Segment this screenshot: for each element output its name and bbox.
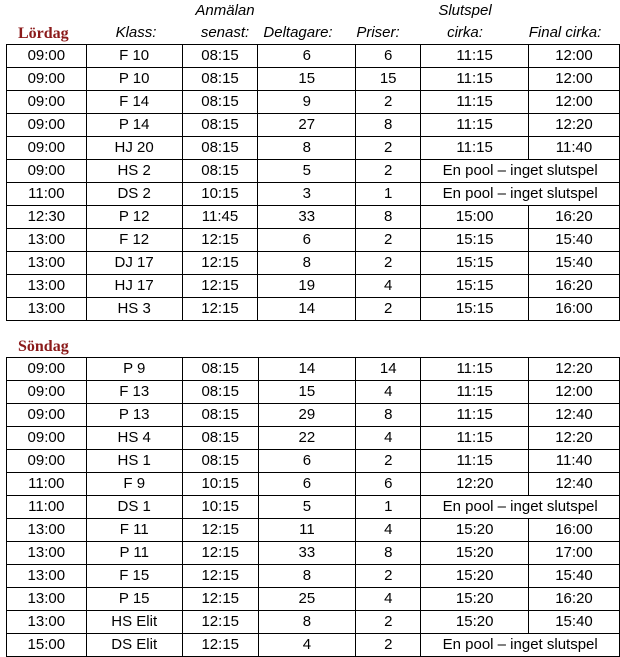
registration-cell: 12:15	[182, 252, 258, 275]
start-time-cell: 09:00	[7, 114, 87, 137]
header-anmalan-line2: senast:	[200, 24, 250, 41]
participants-cell: 4	[258, 634, 355, 657]
table-row	[7, 275, 620, 298]
table-row	[7, 542, 620, 565]
final-cell: 12:00	[528, 68, 619, 91]
class-cell: HS 2	[86, 160, 182, 183]
registration-cell: 08:15	[182, 381, 258, 404]
start-time-cell: 09:00	[7, 91, 87, 114]
table-row	[7, 404, 620, 427]
table-row	[7, 114, 620, 137]
registration-cell: 10:15	[182, 496, 258, 519]
final-cell: 12:20	[528, 358, 619, 381]
playoff-cell: 15:15	[421, 298, 529, 321]
registration-cell: 08:15	[182, 137, 258, 160]
final-cell: 12:40	[528, 404, 619, 427]
table-row	[7, 252, 620, 275]
start-time-cell: 13:00	[7, 519, 87, 542]
registration-cell: 08:15	[182, 91, 258, 114]
class-cell: F 10	[86, 45, 182, 68]
class-cell: DS Elit	[86, 634, 182, 657]
participants-cell: 19	[258, 275, 356, 298]
playoff-cell: 15:15	[421, 275, 529, 298]
participants-cell: 22	[258, 427, 355, 450]
class-cell: P 10	[86, 68, 182, 91]
prizes-cell: 1	[356, 183, 421, 206]
participants-cell: 8	[258, 252, 356, 275]
class-cell: HJ 17	[86, 275, 182, 298]
participants-cell: 14	[258, 298, 356, 321]
final-cell: 15:40	[528, 611, 619, 634]
participants-cell: 11	[258, 519, 355, 542]
playoff-cell: 11:15	[421, 114, 529, 137]
playoff-cell: 15:20	[421, 542, 529, 565]
prizes-cell: 4	[356, 275, 421, 298]
class-cell: P 12	[86, 206, 182, 229]
class-cell: HS 4	[86, 427, 182, 450]
table-row	[7, 68, 620, 91]
start-time-cell: 12:30	[7, 206, 87, 229]
prizes-cell: 8	[356, 404, 421, 427]
registration-cell: 12:15	[182, 611, 258, 634]
registration-cell: 08:15	[182, 404, 258, 427]
participants-cell: 29	[258, 404, 355, 427]
table-row	[7, 565, 620, 588]
registration-cell: 08:15	[182, 114, 258, 137]
header-final: Final cirka:	[528, 24, 602, 41]
start-time-cell: 09:00	[7, 450, 87, 473]
start-time-cell: 11:00	[7, 473, 87, 496]
prizes-cell: 2	[356, 565, 421, 588]
registration-cell: 12:15	[182, 542, 258, 565]
registration-cell: 08:15	[182, 358, 258, 381]
table-row	[7, 91, 620, 114]
table-row	[7, 358, 620, 381]
table-row	[7, 381, 620, 404]
registration-cell: 12:15	[182, 565, 258, 588]
class-cell: F 14	[86, 91, 182, 114]
registration-cell: 10:15	[182, 473, 258, 496]
prizes-cell: 2	[356, 252, 421, 275]
playoff-cell: 15:15	[421, 229, 529, 252]
day-title-saturday: Lördag	[18, 25, 69, 42]
class-cell: HS Elit	[86, 611, 182, 634]
class-cell: F 11	[86, 519, 182, 542]
start-time-cell: 09:00	[7, 427, 87, 450]
start-time-cell: 13:00	[7, 611, 87, 634]
participants-cell: 3	[258, 183, 356, 206]
prizes-cell: 2	[356, 229, 421, 252]
start-time-cell: 09:00	[7, 358, 87, 381]
participants-cell: 14	[258, 358, 355, 381]
playoff-cell: 11:15	[421, 404, 529, 427]
prizes-cell: 2	[356, 160, 421, 183]
final-cell: 12:00	[528, 91, 619, 114]
start-time-cell: 13:00	[7, 229, 87, 252]
participants-cell: 27	[258, 114, 356, 137]
registration-cell: 12:15	[182, 588, 258, 611]
participants-cell: 6	[258, 473, 355, 496]
prizes-cell: 6	[356, 45, 421, 68]
prizes-cell: 6	[356, 473, 421, 496]
registration-cell: 12:15	[182, 519, 258, 542]
participants-cell: 8	[258, 565, 355, 588]
participants-cell: 33	[258, 542, 355, 565]
header-klass: Klass:	[115, 24, 157, 41]
playoff-cell: 11:15	[421, 450, 529, 473]
prizes-cell: 15	[356, 68, 421, 91]
participants-cell: 6	[258, 45, 356, 68]
table-row	[7, 427, 620, 450]
prizes-cell: 2	[356, 450, 421, 473]
prizes-cell: 2	[356, 634, 421, 657]
registration-cell: 11:45	[182, 206, 258, 229]
table-row	[7, 611, 620, 634]
final-cell: 16:20	[528, 206, 619, 229]
prizes-cell: 8	[356, 206, 421, 229]
final-cell: 12:00	[528, 381, 619, 404]
class-cell: P 15	[86, 588, 182, 611]
final-cell: 12:20	[528, 114, 619, 137]
class-cell: DS 1	[86, 496, 182, 519]
playoff-cell: 11:15	[421, 68, 529, 91]
no-playoff-note-cell: En pool – inget slutspel	[421, 160, 620, 183]
final-cell: 12:40	[528, 473, 619, 496]
table-row	[7, 634, 620, 657]
class-cell: P 9	[86, 358, 182, 381]
day-title-sunday: Söndag	[18, 338, 69, 355]
header-slutspel-line2: cirka:	[447, 24, 483, 41]
schedule-table-saturday	[6, 44, 620, 321]
start-time-cell: 13:00	[7, 298, 87, 321]
no-playoff-note-cell: En pool – inget slutspel	[421, 634, 620, 657]
final-cell: 16:20	[528, 588, 619, 611]
participants-cell: 33	[258, 206, 356, 229]
start-time-cell: 11:00	[7, 496, 87, 519]
start-time-cell: 15:00	[7, 634, 87, 657]
prizes-cell: 4	[356, 427, 421, 450]
class-cell: HJ 20	[86, 137, 182, 160]
playoff-cell: 12:20	[421, 473, 529, 496]
playoff-cell: 11:15	[421, 45, 529, 68]
playoff-cell: 11:15	[421, 137, 529, 160]
start-time-cell: 13:00	[7, 252, 87, 275]
final-cell: 15:40	[528, 229, 619, 252]
registration-cell: 08:15	[182, 160, 258, 183]
registration-cell: 08:15	[182, 45, 258, 68]
header-deltagare: Deltagare:	[263, 24, 333, 41]
participants-cell: 15	[258, 381, 355, 404]
playoff-cell: 15:00	[421, 206, 529, 229]
start-time-cell: 09:00	[7, 404, 87, 427]
table-row	[7, 473, 620, 496]
header-priser: Priser:	[356, 24, 400, 41]
participants-cell: 8	[258, 611, 355, 634]
final-cell: 11:40	[528, 137, 619, 160]
prizes-cell: 14	[356, 358, 421, 381]
playoff-cell: 11:15	[421, 427, 529, 450]
registration-cell: 08:15	[182, 427, 258, 450]
registration-cell: 12:15	[182, 634, 258, 657]
prizes-cell: 4	[356, 519, 421, 542]
registration-cell: 10:15	[182, 183, 258, 206]
header-anmalan-line1: Anmälan	[195, 2, 255, 19]
prizes-cell: 4	[356, 588, 421, 611]
schedule-table-sunday	[6, 357, 620, 657]
participants-cell: 5	[258, 496, 355, 519]
table-row	[7, 450, 620, 473]
class-cell: HS 3	[86, 298, 182, 321]
final-cell: 12:00	[528, 45, 619, 68]
prizes-cell: 2	[356, 611, 421, 634]
class-cell: DS 2	[86, 183, 182, 206]
class-cell: DJ 17	[86, 252, 182, 275]
playoff-cell: 15:20	[421, 588, 529, 611]
participants-cell: 6	[258, 450, 355, 473]
playoff-cell: 15:15	[421, 252, 529, 275]
final-cell: 17:00	[528, 542, 619, 565]
table-row	[7, 519, 620, 542]
no-playoff-note-cell: En pool – inget slutspel	[421, 496, 620, 519]
prizes-cell: 2	[356, 137, 421, 160]
table-row	[7, 137, 620, 160]
playoff-cell: 15:20	[421, 519, 529, 542]
start-time-cell: 09:00	[7, 381, 87, 404]
prizes-cell: 4	[356, 381, 421, 404]
registration-cell: 08:15	[182, 68, 258, 91]
class-cell: F 9	[86, 473, 182, 496]
class-cell: F 15	[86, 565, 182, 588]
start-time-cell: 13:00	[7, 588, 87, 611]
header-slutspel-line1: Slutspel	[438, 2, 492, 19]
start-time-cell: 09:00	[7, 137, 87, 160]
registration-cell: 12:15	[182, 275, 258, 298]
playoff-cell: 15:20	[421, 611, 529, 634]
participants-cell: 8	[258, 137, 356, 160]
participants-cell: 6	[258, 229, 356, 252]
table-row	[7, 160, 620, 183]
table-row	[7, 45, 620, 68]
no-playoff-note-cell: En pool – inget slutspel	[421, 183, 620, 206]
start-time-cell: 09:00	[7, 68, 87, 91]
class-cell: HS 1	[86, 450, 182, 473]
registration-cell: 12:15	[182, 298, 258, 321]
class-cell: P 13	[86, 404, 182, 427]
final-cell: 12:20	[528, 427, 619, 450]
final-cell: 16:00	[528, 298, 619, 321]
registration-cell: 08:15	[182, 450, 258, 473]
participants-cell: 15	[258, 68, 356, 91]
participants-cell: 9	[258, 91, 356, 114]
start-time-cell: 13:00	[7, 565, 87, 588]
playoff-cell: 11:15	[421, 381, 529, 404]
table-row	[7, 183, 620, 206]
class-cell: F 13	[86, 381, 182, 404]
playoff-cell: 15:20	[421, 565, 529, 588]
final-cell: 16:20	[528, 275, 619, 298]
start-time-cell: 11:00	[7, 183, 87, 206]
prizes-cell: 2	[356, 298, 421, 321]
registration-cell: 12:15	[182, 229, 258, 252]
prizes-cell: 2	[356, 91, 421, 114]
start-time-cell: 09:00	[7, 45, 87, 68]
table-row	[7, 588, 620, 611]
table-row	[7, 298, 620, 321]
start-time-cell: 09:00	[7, 160, 87, 183]
final-cell: 15:40	[528, 565, 619, 588]
start-time-cell: 13:00	[7, 275, 87, 298]
prizes-cell: 1	[356, 496, 421, 519]
prizes-cell: 8	[356, 542, 421, 565]
final-cell: 15:40	[528, 252, 619, 275]
class-cell: P 14	[86, 114, 182, 137]
final-cell: 16:00	[528, 519, 619, 542]
table-row	[7, 229, 620, 252]
participants-cell: 25	[258, 588, 355, 611]
participants-cell: 5	[258, 160, 356, 183]
playoff-cell: 11:15	[421, 358, 529, 381]
final-cell: 11:40	[528, 450, 619, 473]
start-time-cell: 13:00	[7, 542, 87, 565]
class-cell: P 11	[86, 542, 182, 565]
table-row	[7, 206, 620, 229]
class-cell: F 12	[86, 229, 182, 252]
prizes-cell: 8	[356, 114, 421, 137]
table-row	[7, 496, 620, 519]
playoff-cell: 11:15	[421, 91, 529, 114]
